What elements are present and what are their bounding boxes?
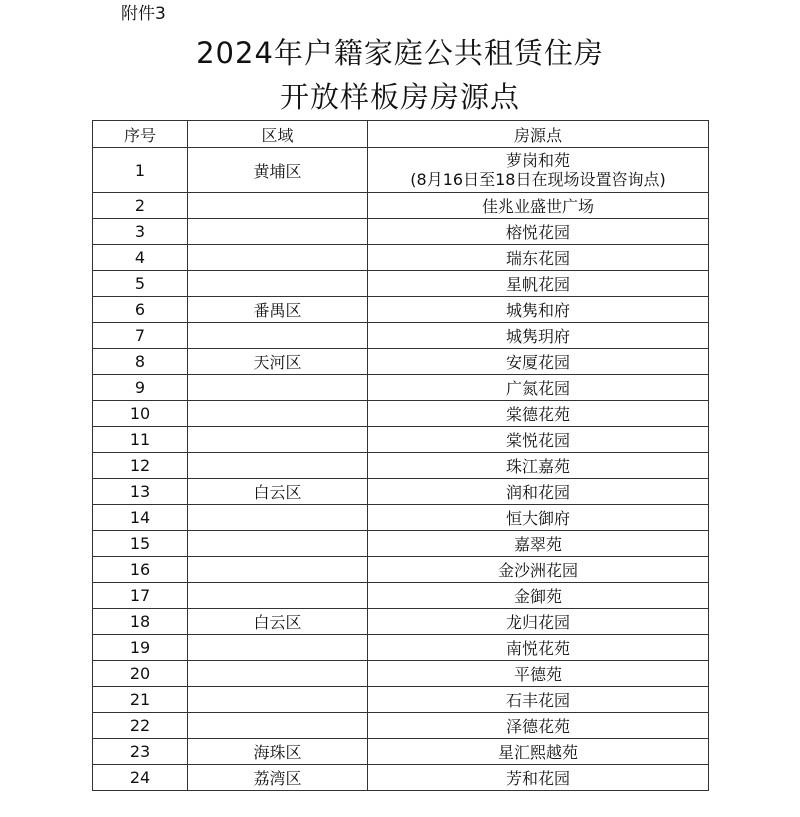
row-area — [188, 375, 368, 401]
table-row — [93, 148, 709, 193]
table-row — [93, 349, 709, 375]
row-area: 荔湾区 — [188, 765, 368, 791]
row-source: 平德苑 — [368, 661, 709, 687]
row-number: 16 — [93, 557, 188, 583]
row-source: 榕悦花园 — [368, 219, 709, 245]
row-area — [188, 193, 368, 219]
row-area — [188, 557, 368, 583]
row-number: 19 — [93, 635, 188, 661]
row-number: 5 — [93, 271, 188, 297]
row-number: 3 — [93, 219, 188, 245]
row-source: 城隽和府 — [368, 297, 709, 323]
row-source: 金御苑 — [368, 583, 709, 609]
header-area: 区域 — [188, 121, 368, 148]
table-row — [93, 271, 709, 297]
table-row — [93, 375, 709, 401]
row-area: 白云区 — [188, 479, 368, 505]
table-row — [93, 401, 709, 427]
row-number: 17 — [93, 583, 188, 609]
row-source: 金沙洲花园 — [368, 557, 709, 583]
row-number: 15 — [93, 531, 188, 557]
row-number: 12 — [93, 453, 188, 479]
table-row — [93, 193, 709, 219]
row-source: 南悦花苑 — [368, 635, 709, 661]
row-source: 泽德花苑 — [368, 713, 709, 739]
table-row — [93, 661, 709, 687]
row-source: 星汇熙越苑 — [368, 739, 709, 765]
table-row — [93, 531, 709, 557]
table-row — [93, 219, 709, 245]
row-area — [188, 531, 368, 557]
row-number: 7 — [93, 323, 188, 349]
row-area — [188, 505, 368, 531]
table-row — [93, 713, 709, 739]
table-row — [93, 557, 709, 583]
row-number: 8 — [93, 349, 188, 375]
header-source: 房源点 — [368, 121, 709, 148]
row-source: 安厦花园 — [368, 349, 709, 375]
row-area: 白云区 — [188, 609, 368, 635]
table-body — [93, 148, 709, 791]
source-name: 萝岗和苑 — [505, 151, 570, 170]
row-area — [188, 271, 368, 297]
row-number: 9 — [93, 375, 188, 401]
row-source: 嘉翠苑 — [368, 531, 709, 557]
table-row — [93, 245, 709, 271]
row-area: 黄埔区 — [188, 148, 368, 193]
row-source: 珠江嘉苑 — [368, 453, 709, 479]
row-area — [188, 661, 368, 687]
table-header-row — [93, 121, 709, 148]
table-row — [93, 609, 709, 635]
row-area — [188, 401, 368, 427]
row-number: 11 — [93, 427, 188, 453]
document-title: 2024年户籍家庭公共租赁住房 — [196, 36, 604, 70]
row-number: 23 — [93, 739, 188, 765]
row-source: 城隽玥府 — [368, 323, 709, 349]
source-note: (8月16日至18日在现场设置咨询点) — [410, 170, 666, 189]
header-no: 序号 — [93, 121, 188, 148]
row-area — [188, 245, 368, 271]
row-area — [188, 687, 368, 713]
row-source: 佳兆业盛世广场 — [368, 193, 709, 219]
row-area — [188, 323, 368, 349]
row-number: 13 — [93, 479, 188, 505]
table-row — [93, 297, 709, 323]
row-number: 10 — [93, 401, 188, 427]
table-row — [93, 635, 709, 661]
row-number: 21 — [93, 687, 188, 713]
row-number: 22 — [93, 713, 188, 739]
row-number: 2 — [93, 193, 188, 219]
row-number: 4 — [93, 245, 188, 271]
row-area — [188, 453, 368, 479]
row-number: 1 — [93, 148, 188, 193]
row-area: 天河区 — [188, 349, 368, 375]
row-source: 石丰花园 — [368, 687, 709, 713]
row-source: 广氮花园 — [368, 375, 709, 401]
table-row — [93, 687, 709, 713]
housing-table — [92, 120, 709, 791]
row-area — [188, 583, 368, 609]
row-number: 6 — [93, 297, 188, 323]
row-source: 棠悦花园 — [368, 427, 709, 453]
table-row — [93, 583, 709, 609]
row-source: 龙归花园 — [368, 609, 709, 635]
table-row — [93, 453, 709, 479]
table-row — [93, 479, 709, 505]
row-source: 棠德花苑 — [368, 401, 709, 427]
row-source: 瑞东花园 — [368, 245, 709, 271]
row-number: 18 — [93, 609, 188, 635]
document-subtitle: 开放样板房房源点 — [279, 80, 520, 114]
row-source — [368, 148, 709, 193]
row-area: 海珠区 — [188, 739, 368, 765]
row-area — [188, 427, 368, 453]
row-source: 芳和花园 — [368, 765, 709, 791]
row-area: 番禺区 — [188, 297, 368, 323]
table-row — [93, 765, 709, 791]
table-row — [93, 427, 709, 453]
row-number: 20 — [93, 661, 188, 687]
row-area — [188, 219, 368, 245]
row-number: 14 — [93, 505, 188, 531]
row-area — [188, 713, 368, 739]
table-row — [93, 323, 709, 349]
row-area — [188, 635, 368, 661]
attachment-label: 附件3 — [121, 4, 166, 24]
row-number: 24 — [93, 765, 188, 791]
row-source: 润和花园 — [368, 479, 709, 505]
table-row — [93, 505, 709, 531]
row-source: 星帆花园 — [368, 271, 709, 297]
row-source: 恒大御府 — [368, 505, 709, 531]
table-row — [93, 739, 709, 765]
